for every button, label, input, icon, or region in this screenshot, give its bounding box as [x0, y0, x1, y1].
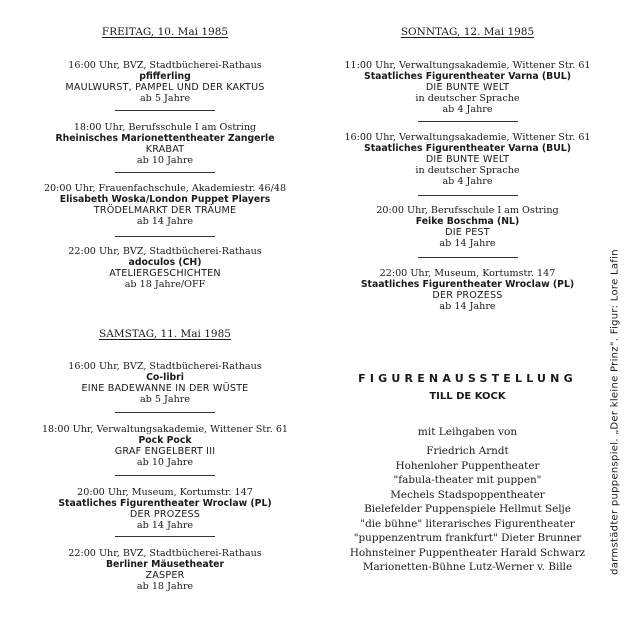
event-sunday-3 — [320, 205, 615, 249]
event-company: Co-libri — [146, 372, 184, 383]
event-title: DIE BUNTE WELT — [425, 154, 510, 165]
separator-line — [418, 195, 518, 196]
event-company: Staatliches Figurentheater Wroclaw (PL) — [58, 498, 272, 509]
event-age: ab 14 Jahre — [439, 301, 496, 312]
event-time-place: 16:00 Uhr, BVZ, Stadtbücherei-Rathaus — [68, 60, 262, 71]
event-age: ab 5 Jahre — [139, 93, 191, 104]
lender-item: Bielefelder Puppenspiele Hellmut Selje — [364, 503, 571, 515]
event-company: Staatliches Figurentheater Varna (BUL) — [364, 143, 571, 154]
separator-line — [115, 236, 215, 237]
event-title: KRABAT — [145, 144, 185, 155]
separator-line — [115, 110, 215, 111]
event-age: ab 18 Jahre — [136, 581, 194, 592]
event-age: ab 4 Jahre — [442, 176, 493, 187]
separator-line — [115, 536, 215, 537]
event-saturday-1 — [20, 361, 310, 405]
event-sunday-1 — [320, 60, 615, 115]
event-title: EINE BADEWANNE IN DER WÜSTE — [81, 383, 249, 394]
event-title: DIE PEST — [445, 227, 490, 238]
friday-heading: FREITAG, 10. Mai 1985 — [101, 26, 229, 38]
event-sunday-4 — [320, 268, 615, 312]
lender-item: Friedrich Arndt — [426, 445, 509, 457]
event-age: ab 18 Jahre/OFF — [124, 279, 206, 290]
exhibition-intro: mit Leihgaben von — [417, 426, 518, 438]
event-company: pfifferling — [139, 71, 191, 82]
event-time-place: 22:00 Uhr, BVZ, Stadtbücherei-Rathaus — [68, 246, 262, 257]
event-company: Feike Boschma (NL) — [415, 216, 520, 227]
lender-item: Hohnsteiner Puppentheater Harald Schwarz — [349, 546, 586, 559]
event-time-place: 22:00 Uhr, BVZ, Stadtbücherei-Rathaus — [68, 548, 262, 559]
event-company: Pock Pock — [138, 435, 192, 446]
sunday-heading: SONNTAG, 12. Mai 1985 — [400, 26, 535, 38]
photo-credit: darmstädter puppenspiel. „Der kleine Prinz". Figur: Lore Lafin — [609, 249, 621, 575]
separator-line — [418, 121, 518, 122]
event-saturday-2 — [20, 424, 310, 468]
event-age: ab 10 Jahre — [136, 155, 194, 166]
event-time-place: 16:00 Uhr, BVZ, Stadtbücherei-Rathaus — [68, 361, 262, 372]
event-title: MAULWURST, PAMPEL UND DER KAKTUS — [65, 82, 265, 93]
event-friday-2 — [20, 122, 310, 166]
separator-line — [115, 172, 215, 173]
separator-line — [115, 412, 215, 413]
event-saturday-4 — [20, 548, 310, 592]
event-age: ab 5 Jahre — [139, 394, 191, 405]
event-time-place: 22:00 Uhr, Museum, Kortumstr. 147 — [379, 268, 556, 279]
event-title: DER PROZESS — [432, 290, 503, 301]
event-company: Staatliches Figurentheater Varna (BUL) — [364, 71, 571, 82]
event-company: Staatliches Figurentheater Wroclaw (PL) — [360, 279, 575, 290]
event-title: DIE BUNTE WELT — [425, 82, 510, 93]
lender-item: "fabula-theater mit puppen" — [393, 474, 542, 486]
event-title: ATELIERGESCHICHTEN — [109, 268, 221, 279]
event-age: ab 4 Jahre — [442, 104, 493, 115]
event-age: ab 14 Jahre — [136, 520, 194, 531]
event-company: adoculos (CH) — [128, 257, 202, 268]
saturday-heading: SAMSTAG, 11. Mai 1985 — [99, 328, 231, 340]
event-time-place: 16:00 Uhr, Verwaltungsakademie, Wittener Str. 61 — [344, 132, 591, 143]
separator-line — [418, 257, 518, 258]
event-time-place: 20:00 Uhr, Museum, Kortumstr. 147 — [77, 487, 253, 498]
event-time-place: 11:00 Uhr, Verwaltungsakademie, Wittener Str. 61 — [344, 60, 591, 71]
event-title: DER PROZESS — [129, 509, 201, 520]
lender-item: Mechels Stadspoppentheater — [390, 488, 545, 501]
event-title: GRAF ENGELBERT III — [114, 446, 216, 457]
lender-item: "puppenzentrum frankfurt" Dieter Brunner — [353, 532, 582, 544]
event-sunday-2 — [320, 132, 615, 187]
event-company: Berliner Mäusetheater — [105, 559, 225, 570]
event-time-place: 20:00 Uhr, Berufsschule I am Ostring — [376, 205, 559, 216]
event-age: ab 14 Jahre — [439, 238, 496, 249]
event-company: Rheinisches Marionettentheater Zangerle — [55, 133, 275, 144]
exhibition-artist: TILL DE KOCK — [429, 391, 506, 402]
event-age: ab 14 Jahre — [136, 216, 194, 227]
exhibition-section — [320, 372, 615, 575]
event-title: TRÖDELMARKT DER TRÄUME — [93, 205, 237, 216]
lender-item: "die bühne" literarisches Figurentheater — [360, 517, 575, 530]
event-language-note: in deutscher Sprache — [415, 93, 520, 104]
event-time-place: 20:00 Uhr, Frauenfachschule, Akademiestr. 46/48 — [43, 183, 287, 194]
event-time-place: 18:00 Uhr, Verwaltungsakademie, Wittener Str. 61 — [41, 424, 289, 435]
event-company: Elisabeth Woska/London Puppet Players — [59, 194, 271, 205]
lender-item: Hohenloher Puppentheater — [395, 459, 540, 472]
event-friday-3 — [20, 183, 310, 227]
event-title: ZASPER — [145, 570, 185, 581]
event-friday-4 — [20, 246, 310, 290]
lender-item: Marionetten-Bühne Lutz-Werner v. Bille — [362, 561, 573, 573]
exhibition-heading: FIGURENAUSSTELLUNG — [358, 372, 577, 385]
lenders-list — [320, 444, 615, 575]
event-saturday-3 — [20, 487, 310, 531]
separator-line — [115, 475, 215, 476]
event-friday-1 — [20, 60, 310, 104]
event-age: ab 10 Jahre — [136, 457, 194, 468]
event-time-place: 18:00 Uhr, Berufsschule I am Ostring — [73, 122, 257, 133]
event-language-note: in deutscher Sprache — [415, 165, 520, 176]
